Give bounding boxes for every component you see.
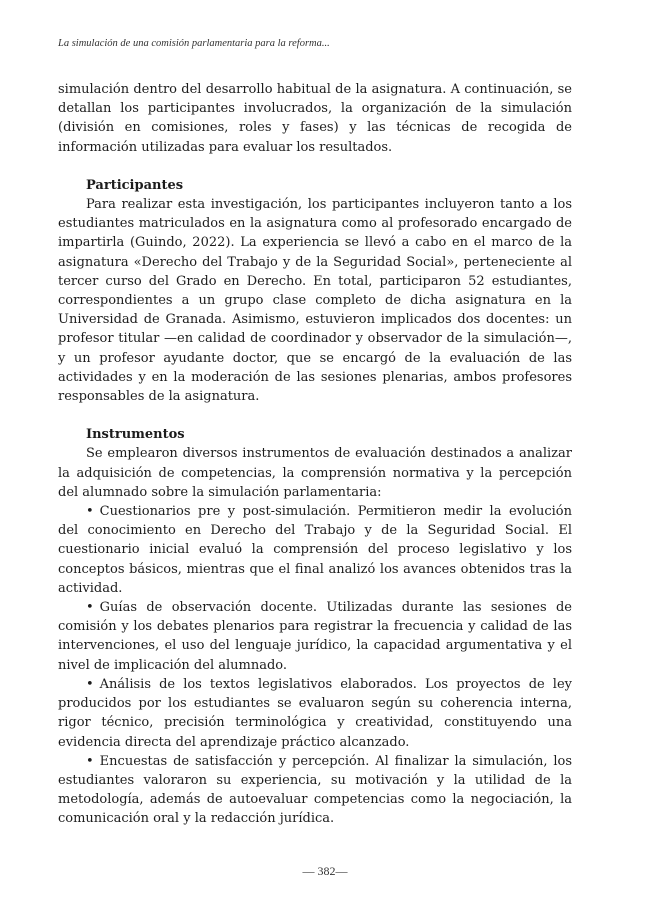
list-item-text: Análisis de los textos legislativos elaborados. Los proyectos de ley producidos por los estudiantes se evaluaron según su coherencia interna, rigor técnico, precisión terminológica y creatividad, constituyendo una evidencia directa del aprendizaje práctico alcanzado. — [58, 676, 572, 750]
list-item — [58, 502, 572, 598]
bullet-icon: • — [86, 600, 94, 616]
participants-heading: Participantes — [86, 177, 184, 193]
bullet-icon: • — [86, 504, 94, 520]
list-item-text: Cuestionarios pre y post-simulación. Permitieron medir la evolución del conocimiento en Derecho del Trabajo y de la Seguridad Social. El cuestionario inicial evaluó la comprensión del proceso legislativo y los conceptos básicos, mientras que el final analizó los avances obtenidos tras la actividad. — [58, 504, 572, 596]
list-item-text: Guías de observación docente. Utilizadas durante las sesiones de comisión y los debates plenarios para registrar la frecuencia y calidad de las intervenciones, el uso del lenguaje jurídico, la capacidad argumentativa y el nivel de implicación del alumnado. — [58, 600, 572, 673]
bullet-icon: • — [86, 676, 94, 692]
page-body — [58, 80, 572, 829]
list-item — [58, 598, 572, 675]
page-number: — 382— — [302, 864, 348, 878]
section-gap — [58, 157, 572, 176]
intro-paragraph: simulación dentro del desarrollo habitual de la asignatura. A continuación, se detallan los participantes involucrados, la organización de la simulación (división en comisiones, roles y fases) y las técnicas de recogida de información utilizadas para evaluar los resultados. — [58, 82, 572, 155]
participants-paragraph: Para realizar esta investigación, los participantes incluyeron tanto a los estudiantes matriculados en la asignatura como al profesorado encargado de impartirla (Guindo, 2022). La experiencia se llevó a cabo en el marco de la asignatura «Derecho del Trabajo y de la Seguridad Social», perteneciente al tercer curso del Grado en Derecho. En total, participaron 52 estudiantes, correspondientes a un grupo clase completo de dicha asignatura en la Universidad de Granada. Asimismo, estuvieron implicados dos docentes: un profesor titular —en calidad de coordinador y observador de la simulación—, y un profesor ayudante doctor, que se encargó de la evaluación de las actividades y en la moderación de las sesiones plenarias, ambos profesores responsables de la asignatura. — [58, 197, 572, 405]
list-item — [58, 675, 572, 752]
bullet-icon: • — [86, 753, 94, 769]
section-gap — [58, 406, 572, 425]
list-item-text: Encuestas de satisfacción y percepción. Al finalizar la simulación, los estudiantes valoraron su experiencia, su motivación y la utilidad de la metodología, además de autoevaluar competencias como la negociación, la comunicación oral y la redacción jurídica. — [58, 753, 572, 827]
instruments-intro-paragraph: Se emplearon diversos instrumentos de evaluación destinados a analizar la adquisición de competencias, la comprensión normativa y la percepción del alumnado sobre la simulación parlamentaria: — [58, 446, 572, 500]
running-header: La simulación de una comisión parlamentaria para la reforma... — [58, 38, 330, 49]
list-item — [58, 752, 572, 829]
instruments-heading: Instrumentos — [86, 427, 185, 443]
